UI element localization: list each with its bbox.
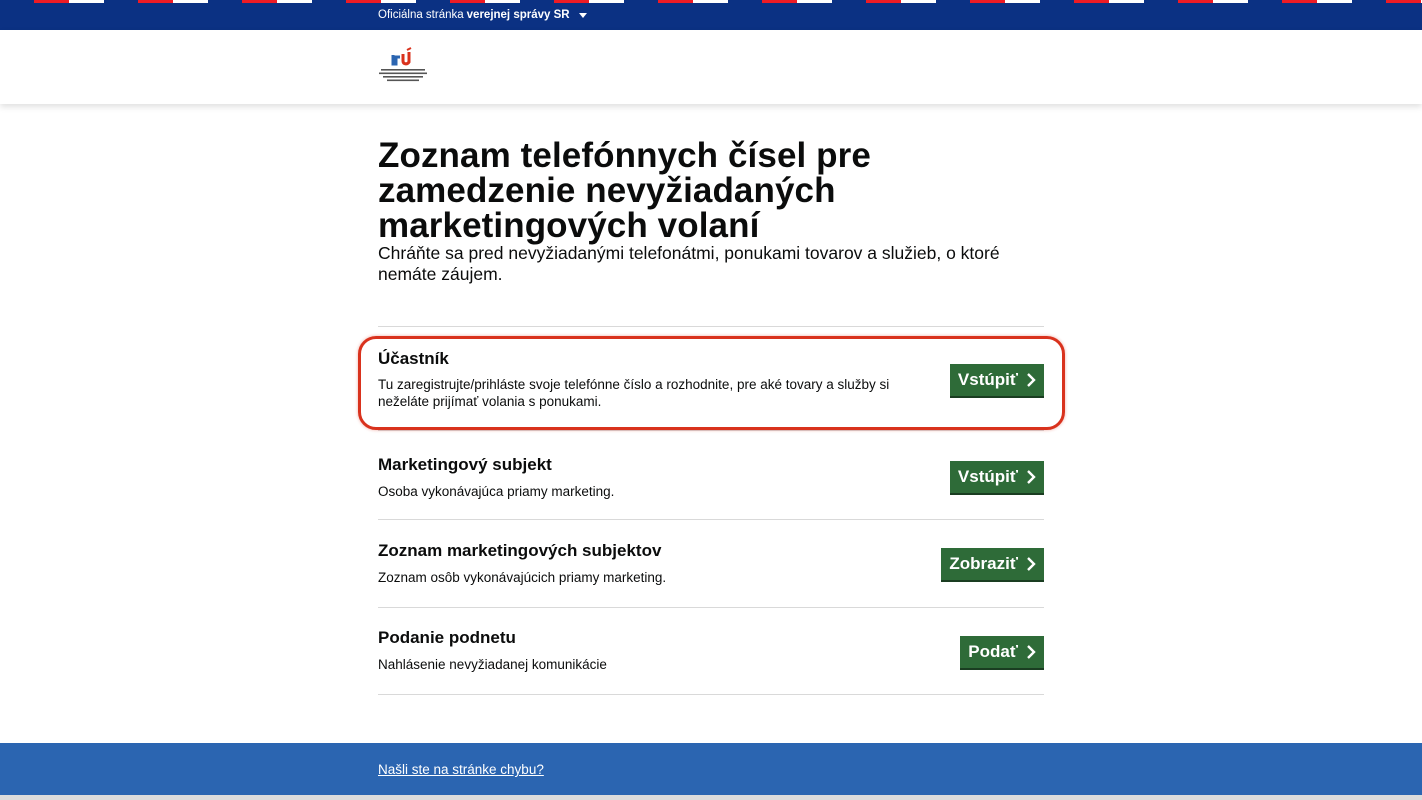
section-title: Zoznam marketingových subjektov (378, 541, 662, 560)
button-label: Podať (968, 642, 1018, 661)
show-subjects-list-button[interactable] (941, 548, 1044, 580)
chevron-right-icon (1026, 373, 1036, 387)
section-marketingovy-subjekt (378, 430, 1044, 519)
chevron-right-icon (1026, 557, 1036, 571)
footer-bottom-strip (0, 795, 1422, 800)
section-description: Nahlásenie nevyžiadanej komunikácie (378, 657, 607, 672)
button-label: Vstúpiť (957, 370, 1018, 389)
official-site-dropdown[interactable] (378, 9, 587, 21)
section-description: Tu zaregistrujte/prihláste svoje telefónne číslo a rozhodnite, pre aké tovary a služby si neželáte prijímať volania s ponukami. (378, 377, 890, 409)
section-zoznam-subjektov (378, 519, 1044, 607)
government-top-bar (0, 0, 1422, 30)
official-site-bold: verejnej správy SR (466, 9, 570, 21)
official-site-prefix: Oficiálna stránka (378, 9, 464, 21)
section-title: Účastník (378, 349, 449, 368)
button-label: Zobraziť (949, 554, 1018, 573)
section-title: Podanie podnetu (378, 628, 516, 647)
report-error-link[interactable]: Našli ste na stránke chybu? (378, 762, 544, 777)
section-podanie-podnetu (378, 607, 1044, 695)
chevron-right-icon (1026, 470, 1036, 484)
flag-stripe-decoration (0, 0, 1422, 3)
button-label: Vstúpiť (957, 467, 1018, 486)
submit-complaint-button[interactable] (960, 636, 1044, 668)
caret-down-icon (579, 13, 587, 18)
section-description: Zoznam osôb vykonávajúcich priamy marketing. (378, 570, 667, 585)
section-list (378, 326, 1044, 695)
enter-ucastnik-button[interactable] (950, 364, 1044, 396)
page-lead-text: Chráňte sa pred nevyžiadanými telefonátmi, ponukami tovarov a služieb, o ktoré nemáte záujem. (378, 243, 1000, 284)
page-title: Zoznam telefónnych čísel pre zamedzenie nevyžiadaných marketingových volaní (378, 136, 871, 245)
section-title: Marketingový subjekt (378, 455, 552, 474)
site-header (0, 30, 1422, 104)
chevron-right-icon (1026, 645, 1036, 659)
enter-marketing-subject-button[interactable] (950, 461, 1044, 493)
section-ucastnik (378, 326, 1044, 430)
site-footer (0, 743, 1422, 795)
ru-logo-icon[interactable] (377, 47, 429, 85)
section-description: Osoba vykonávajúca priamy marketing. (378, 484, 615, 499)
